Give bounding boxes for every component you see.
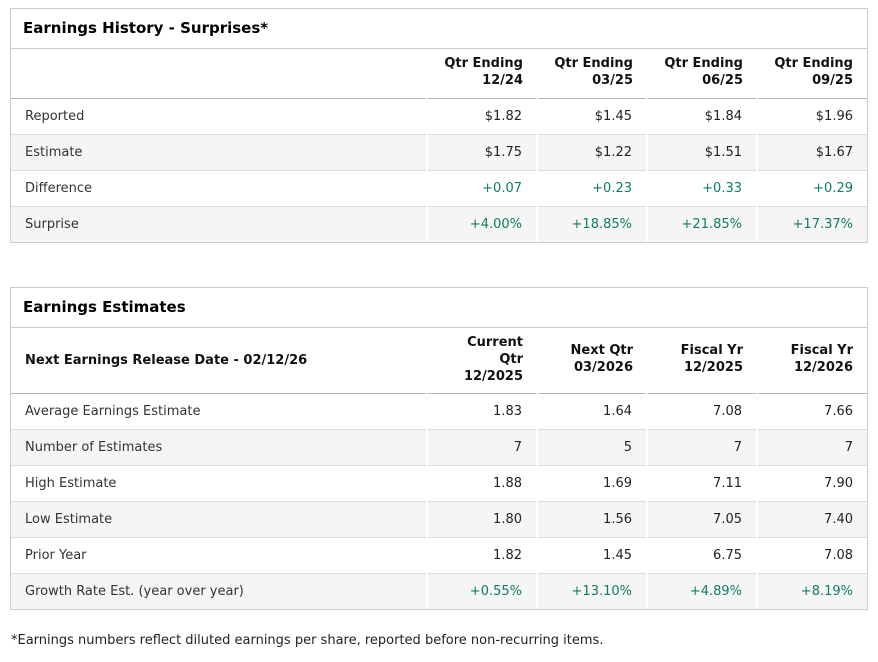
cell-value: 1.83 [427,394,537,430]
cell-value-positive: +21.85% [647,206,757,242]
cell-value: $1.45 [537,98,647,134]
row-label: Surprise [25,216,79,232]
table-row-low-estimate [11,502,867,538]
cell-value: 7.05 [647,502,757,538]
cell-value: 1.56 [537,502,647,538]
column-header-qtr-1224: Qtr Ending 12/24 [427,49,537,98]
row-label: Prior Year [25,548,87,564]
cell-value-positive: +0.29 [757,170,867,206]
table-row-high-estimate [11,466,867,502]
cell-value: 7 [427,430,537,466]
table-row-prior-year [11,538,867,574]
column-header-next-qtr: Next Qtr 03/2026 [537,328,647,394]
earnings-estimates-table [11,328,867,610]
earnings-estimates-title: Earnings Estimates [11,288,867,328]
cell-value-positive: +18.85% [537,206,647,242]
table-row-number-of-estimates [11,430,867,466]
cell-value: $1.51 [647,134,757,170]
earnings-history-header-row [11,49,867,98]
cell-value: $1.75 [427,134,537,170]
cell-value: 1.88 [427,466,537,502]
cell-value: 1.80 [427,502,537,538]
table-row-reported [11,98,867,134]
cell-value: 7.11 [647,466,757,502]
empty-header-cell [11,49,427,98]
row-label: Growth Rate Est. (year over year) [25,584,244,600]
cell-value: 1.45 [537,538,647,574]
cell-value: 5 [537,430,647,466]
cell-value: 7 [647,430,757,466]
table-row-average-earnings-estimate [11,394,867,430]
table-row-growth-rate-est [11,574,867,610]
column-header-qtr-0625: Qtr Ending 06/25 [647,49,757,98]
earnings-history-title: Earnings History - Surprises* [11,9,867,49]
earnings-estimates-card [10,287,868,611]
cell-value: 1.82 [427,538,537,574]
row-label: Difference [25,180,93,196]
cell-value-positive: +8.19% [757,574,867,610]
cell-value: 6.75 [647,538,757,574]
row-label: Average Earnings Estimate [25,404,201,420]
cell-value: $1.22 [537,134,647,170]
cell-value-positive: +0.55% [427,574,537,610]
cell-value-positive: +0.07 [427,170,537,206]
cell-value: 7.90 [757,466,867,502]
cell-value-positive: +4.89% [647,574,757,610]
row-label: Estimate [25,144,83,160]
earnings-history-card [10,8,868,243]
next-earnings-release-date: Next Earnings Release Date - 02/12/26 [11,328,427,394]
cell-value: $1.67 [757,134,867,170]
cell-value-positive: +0.23 [537,170,647,206]
cell-value-positive: +4.00% [427,206,537,242]
cell-value: $1.96 [757,98,867,134]
earnings-history-table [11,49,867,242]
cell-value-positive: +17.37% [757,206,867,242]
column-header-current-qtr: Current Qtr 12/2025 [427,328,537,394]
table-row-surprise [11,206,867,242]
row-label: High Estimate [25,476,117,492]
column-header-fiscal-yr-2025: Fiscal Yr 12/2025 [647,328,757,394]
row-label: Reported [25,108,85,124]
row-label: Number of Estimates [25,440,163,456]
earnings-footnote: *Earnings numbers reflect diluted earnings per share, reported before non-recurring items. [11,633,604,649]
cell-value-positive: +13.10% [537,574,647,610]
column-header-qtr-0925: Qtr Ending 09/25 [757,49,867,98]
cell-value: 1.64 [537,394,647,430]
cell-value: 7.08 [757,538,867,574]
earnings-estimates-header-row [11,328,867,394]
cell-value: 7 [757,430,867,466]
row-label: Low Estimate [25,512,113,528]
cell-value: 7.40 [757,502,867,538]
column-header-qtr-0325: Qtr Ending 03/25 [537,49,647,98]
cell-value: 1.69 [537,466,647,502]
cell-value: 7.66 [757,394,867,430]
column-header-fiscal-yr-2026: Fiscal Yr 12/2026 [757,328,867,394]
table-row-estimate [11,134,867,170]
cell-value: 7.08 [647,394,757,430]
cell-value: $1.82 [427,98,537,134]
table-row-difference [11,170,867,206]
cell-value-positive: +0.33 [647,170,757,206]
cell-value: $1.84 [647,98,757,134]
